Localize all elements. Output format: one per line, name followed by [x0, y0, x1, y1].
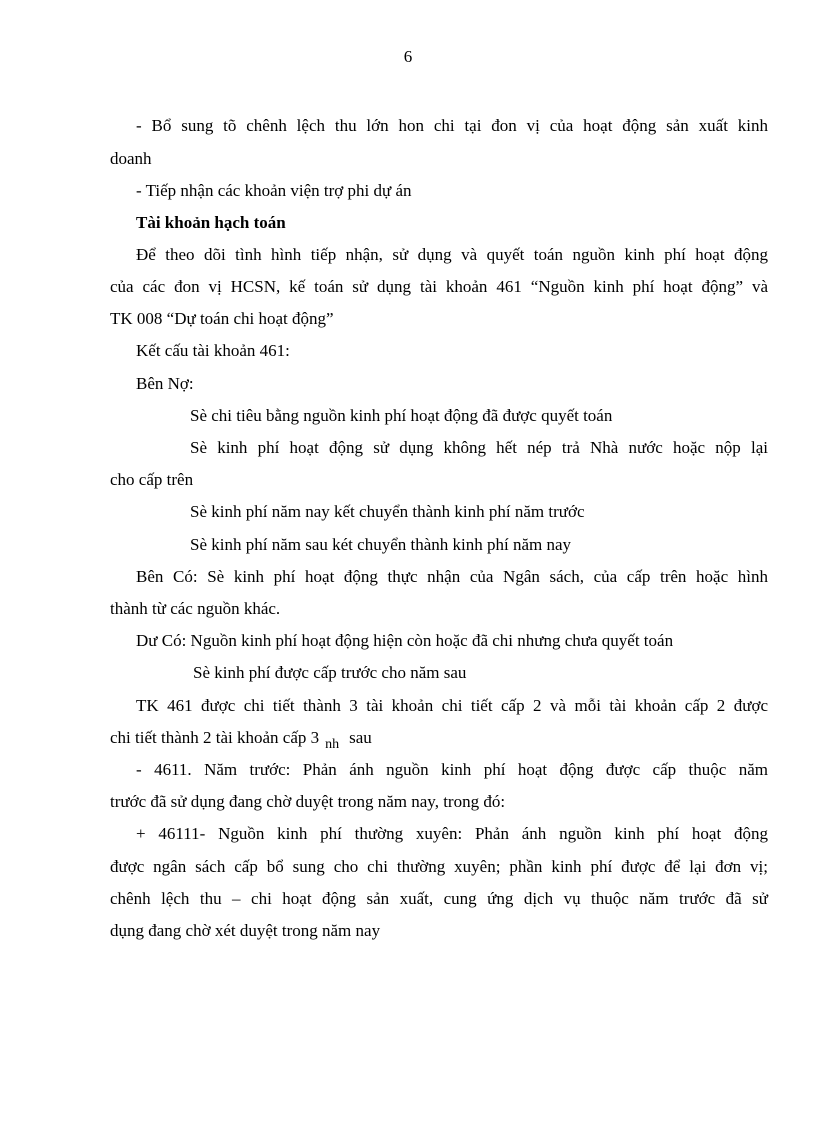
credit-line: Bên Có: Sè kinh phí hoạt động thực nhận của Ngân sách, của cấp trên hoặc hình — [136, 567, 768, 586]
debit-item: Sè chi tiêu bằng nguồn kinh phí hoạt động đã được quyết toán — [190, 406, 613, 425]
balance-line: Dư Có: Nguồn kinh phí hoạt động hiện còn hoặc đã chi nhưng chưa quyết toán — [136, 631, 674, 650]
debit-item: Sè kinh phí năm sau két chuyển thành kinh phí năm nay — [190, 535, 572, 554]
paragraph-line: TK 008 “Dự toán chi hoạt động” — [110, 309, 334, 328]
item-46111: + 46111- Nguồn kinh phí thường xuyên: Phản ánh nguồn kinh phí hoạt động — [136, 824, 768, 843]
bullet-supplement: - Bổ sung tõ chênh lệch thu lớn hon chi tại đon vị của hoạt động sản xuất kinh — [136, 116, 768, 135]
bullet-supplement-cont: doanh — [110, 149, 152, 168]
balance-item: Sè kinh phí được cấp trước cho năm sau — [193, 663, 467, 682]
bullet-4611-cont: trước đã sử dụng đang chờ duyệt trong năm nay, trong đó: — [110, 792, 506, 811]
debit-item: Sè kinh phí hoạt động sử dụng không hết nép trả Nhà nước hoặc nộp lại — [190, 438, 768, 457]
item-46111-cont: được ngân sách cấp bổ sung cho chi thường xuyên; phần kinh phí được để lại đơn vị; — [110, 857, 768, 876]
bullet-4611: - 4611. Năm trước: Phản ánh nguồn kinh phí hoạt động được cấp thuộc năm — [136, 760, 768, 779]
paragraph-line: Để theo dõi tình hình tiếp nhận, sử dụng và quyết toán nguồn kinh phí hoạt động — [136, 245, 768, 264]
structure-heading: Kết cấu tài khoản 461: — [136, 341, 290, 360]
line-text: sau — [349, 728, 372, 747]
paragraph-line: TK 461 được chi tiết thành 3 tài khoản chi tiết cấp 2 và mỗi tài khoản cấp 2 được — [136, 696, 768, 715]
paragraph-line: của các đon vị HCSN, kế toán sử dụng tài khoản 461 “Nguồn kinh phí hoạt động” và — [110, 277, 768, 296]
paragraph-line — [110, 728, 372, 750]
debit-item: Sè kinh phí năm nay kết chuyển thành kinh phí năm trước — [190, 502, 585, 521]
credit-line-cont: thành từ các nguồn khác. — [110, 599, 281, 618]
debit-item-cont: cho cấp trên — [110, 470, 194, 489]
subscript-text: nh — [325, 737, 340, 752]
item-46111-cont: chênh lệch thu – chi hoạt động sản xuất, cung ứng dịch vụ thuộc năm trước đã sử — [110, 889, 768, 908]
bullet-aid: - Tiếp nhận các khoản viện trợ phi dự án — [136, 181, 412, 200]
debit-heading: Bên Nợ: — [136, 374, 194, 393]
item-46111-cont: dụng đang chờ xét duyệt trong năm nay — [110, 921, 381, 940]
page-number: 6 — [403, 47, 413, 66]
line-text: chi tiết thành 2 tài khoản cấp 3 — [110, 728, 320, 747]
section-heading: Tài khoản hạch toán — [136, 213, 286, 232]
